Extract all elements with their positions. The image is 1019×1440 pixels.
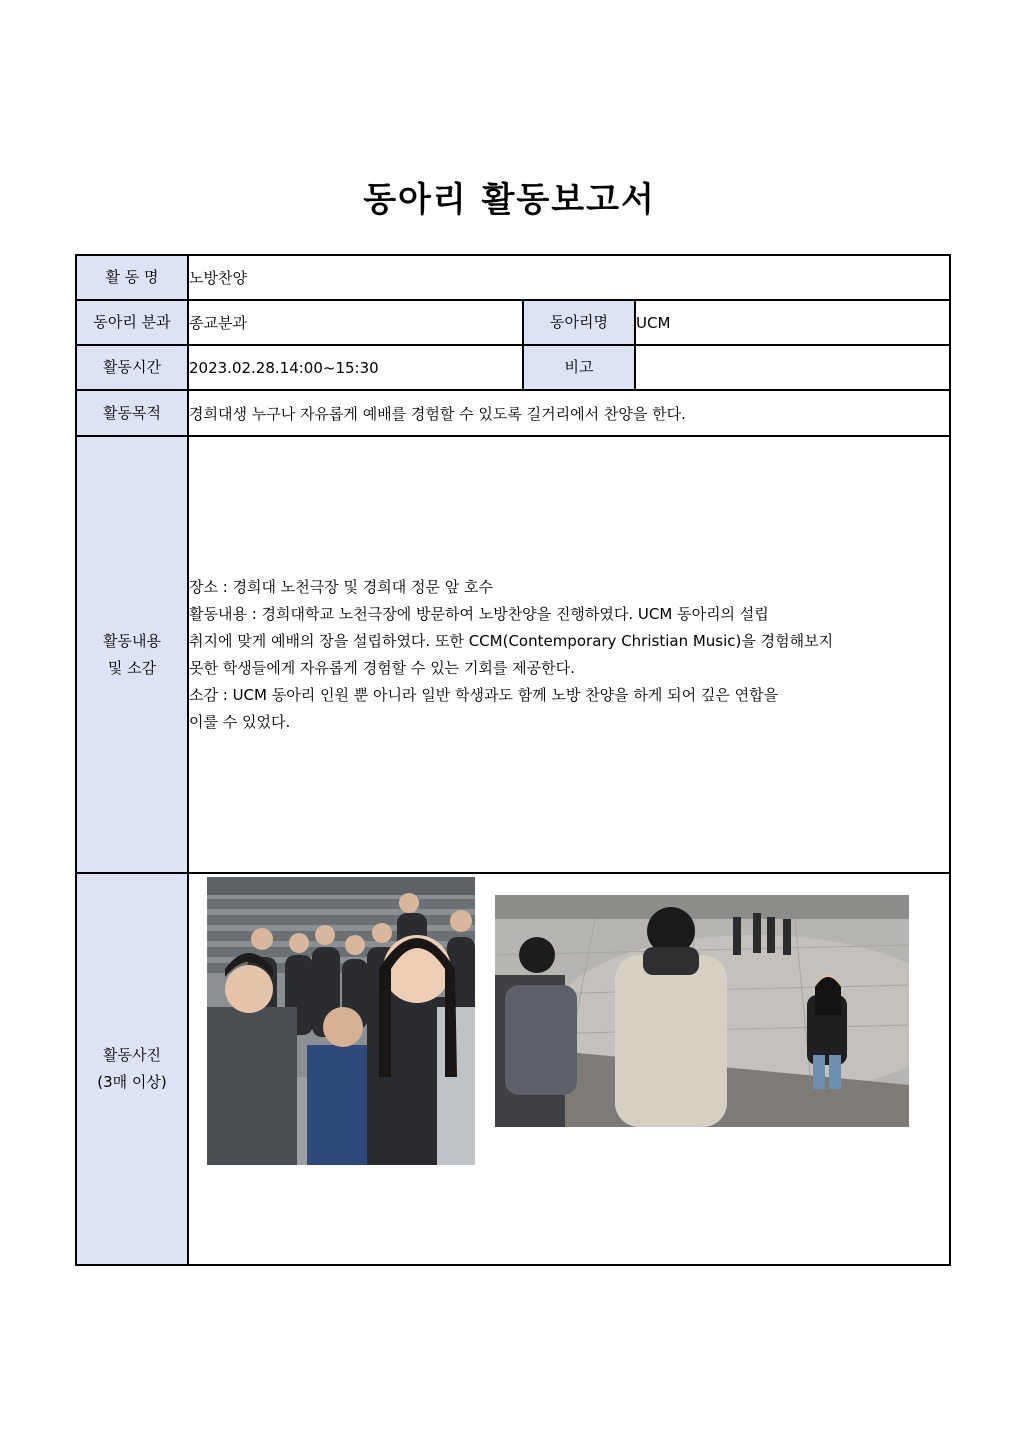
club-category-label: 동아리 분과 (76, 300, 188, 345)
activity-time-label: 활동시간 (76, 345, 188, 390)
activity-time-value: 2023.02.28.14:00~15:30 (188, 345, 523, 390)
photos-label-line1: 활동사진 (103, 1046, 161, 1064)
content-impression-line2: 이룰 수 있었다. (189, 712, 291, 731)
remarks-label: 비고 (523, 345, 635, 390)
report-table (75, 254, 951, 1266)
content-label (76, 436, 188, 873)
content-label-line2: 및 소감 (107, 658, 157, 677)
purpose-label: 활동목적 (76, 390, 188, 436)
amphitheater-photo (495, 895, 909, 1127)
club-category-value: 종교분과 (188, 300, 523, 345)
content-label-line1: 활동내용 (103, 631, 161, 650)
club-name-label: 동아리명 (523, 300, 635, 345)
purpose-value: 경희대생 누구나 자유롭게 예배를 경험할 수 있도록 길거리에서 찬양을 한다. (188, 390, 950, 436)
group-selfie-photo (207, 877, 475, 1165)
photos-label (76, 873, 188, 1265)
remarks-value (635, 345, 950, 390)
activity-name-label: 활 동 명 (76, 255, 188, 300)
content-details-line2: 취지에 맞게 예배의 장을 설립하였다. 또한 CCM(Contemporary Christian Music)을 경험해보지 (189, 631, 834, 650)
photos-cell (188, 873, 950, 1265)
content-value (188, 436, 950, 873)
photos-label-line2: (3매 이상) (97, 1073, 167, 1091)
club-name-value: UCM (635, 300, 950, 345)
activity-name-value: 노방찬양 (188, 255, 950, 300)
page-title: 동아리 활동보고서 (363, 180, 656, 220)
content-details-line3: 못한 학생들에게 자유롭게 경험할 수 있는 기회를 제공한다. (189, 658, 575, 677)
content-details-line1: 활동내용 : 경희대학교 노천극장에 방문하여 노방찬양을 진행하였다. UCM 동아리의 설립 (189, 604, 769, 623)
content-impression-line1: 소감 : UCM 동아리 인원 뿐 아니라 일반 학생과도 함께 노방 찬양을 하게 되어 깊은 연합을 (189, 685, 779, 704)
content-location: 장소 : 경희대 노천극장 및 경희대 정문 앞 호수 (189, 577, 494, 596)
